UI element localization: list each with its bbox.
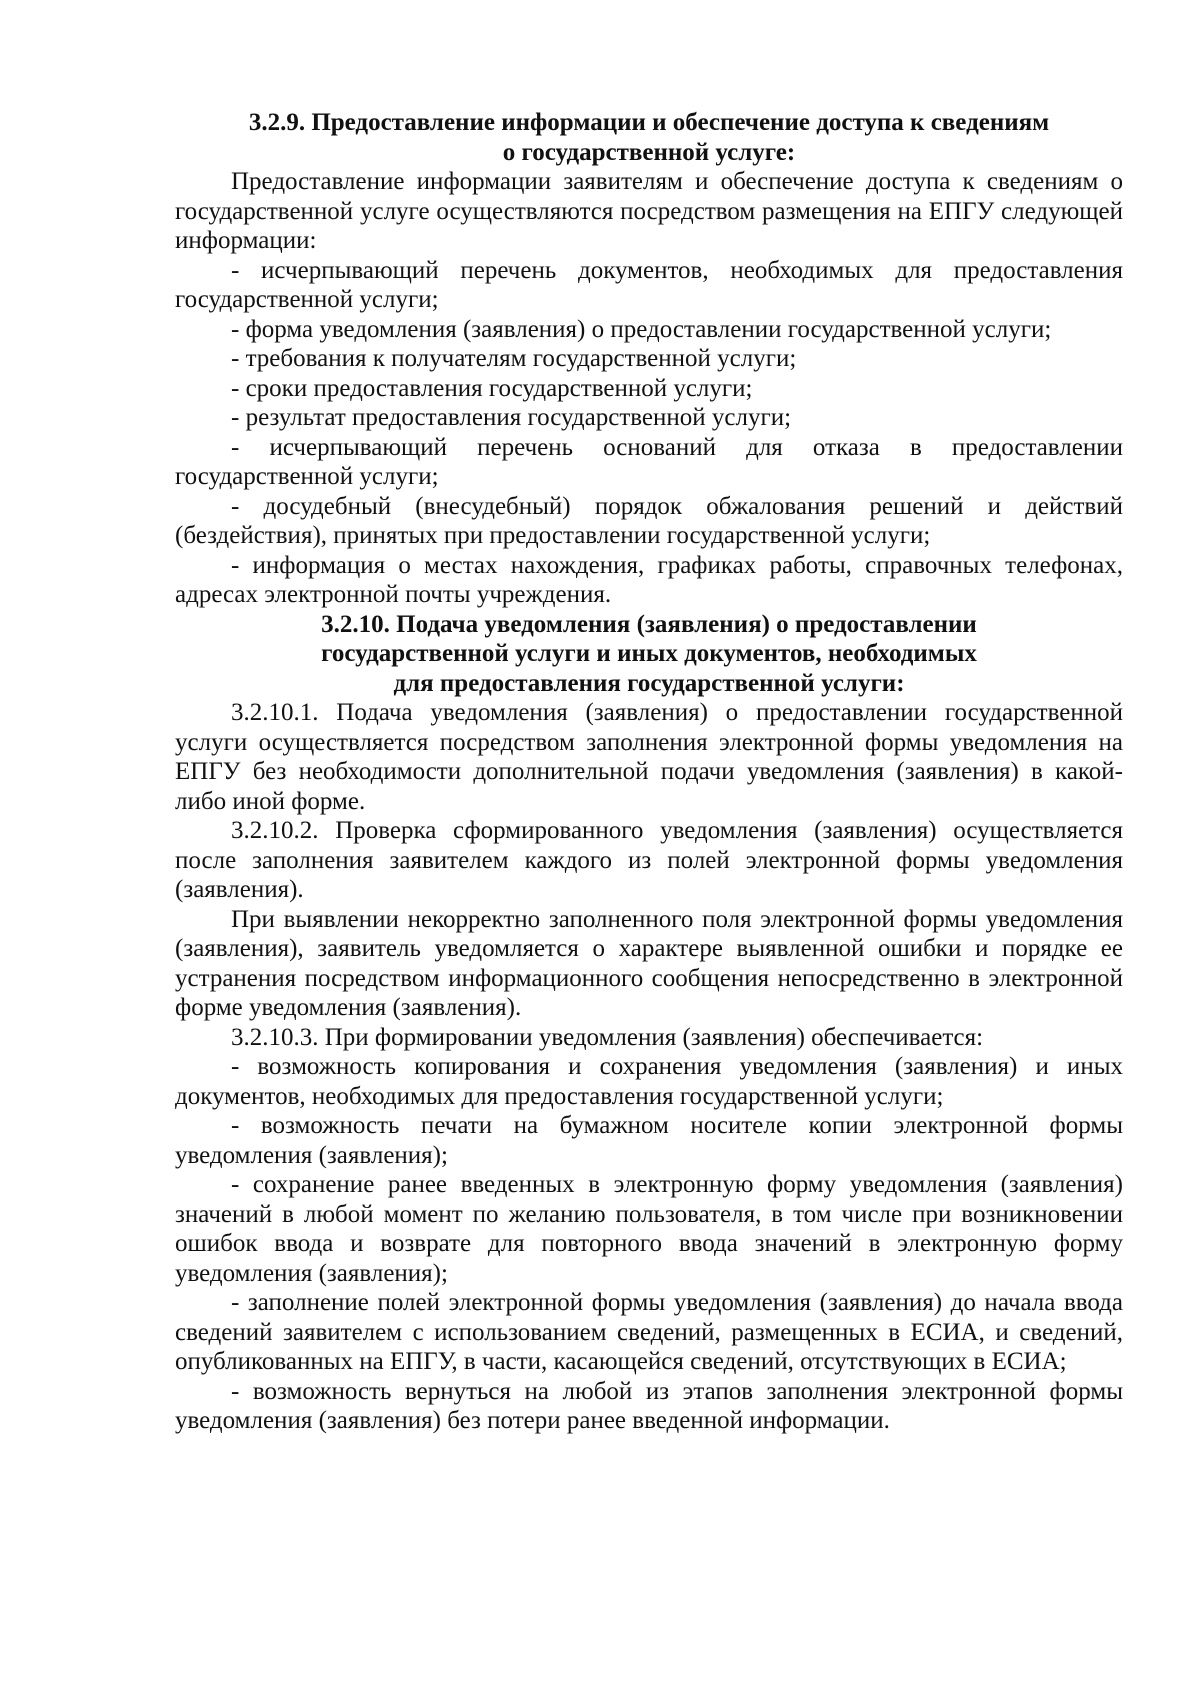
section-3-2-10-heading	[175, 610, 1123, 699]
heading-line: о государственной услуге:	[502, 138, 796, 166]
paragraph: 3.2.10.2. Проверка сформированного уведомления (заявления) осуществляется после заполнения заявителем каждого из полей электронной формы уведомления (заявления).	[175, 817, 1123, 903]
list-item: - заполнение полей электронной формы уведомления (заявления) до начала ввода сведений заявителем с использованием сведений, размещенных в ЕСИА, и сведений, опубликованных на ЕПГУ, в части, касающейся сведений, отсутствующих в ЕСИА;	[175, 1289, 1123, 1375]
list-item: - требования к получателям государственной услуги;	[231, 345, 797, 372]
paragraph: 3.2.10.1. Подача уведомления (заявления) о предоставлении государственной услуги осуществляется посредством заполнения электронной формы уведомления на ЕПГУ без необходимости дополнительной подачи уведомления (заявления) в какой-либо иной форме.	[175, 699, 1123, 815]
list-item: - информация о местах нахождения, графиках работы, справочных телефонах, адресах электронной почты учреждения.	[175, 551, 1123, 608]
list-item: - возможность вернуться на любой из этапов заполнения электронной формы уведомления (заявления) без потери ранее введенной информации.	[175, 1377, 1123, 1434]
list-item: - досудебный (внесудебный) порядок обжалования решений и действий (бездействия), принятых при предоставлении государственной услуги;	[175, 492, 1123, 549]
list-item: - результат предоставления государственной услуги;	[231, 404, 792, 431]
paragraph: Предоставление информации заявителям и обеспечение доступа к сведениям о государственной услуге осуществляются посредством размещения на ЕПГУ следующей информации:	[175, 168, 1123, 254]
list-item: - возможность печати на бумажном носителе копии электронной формы уведомления (заявления);	[175, 1112, 1123, 1169]
list-item: - сохранение ранее введенных в электронную форму уведомления (заявления) значений в любой момент по желанию пользователя, в том числе при возникновении ошибок ввода и возврате для повторного ввода значений в электронную форму уведомления (заявления);	[175, 1171, 1123, 1287]
heading-line: 3.2.9. Предоставление информации и обеспечение доступа к сведениям	[248, 109, 1050, 136]
paragraph: При выявлении некорректно заполненного поля электронной формы уведомления (заявления), заявитель уведомляется о характере выявленной ошибки и порядке ее устранения посредством информационного сообщения непосредственно в электронной форме уведомления (заявления).	[175, 905, 1123, 1021]
heading-line: государственной услуги и иных документов, необходимых	[321, 640, 977, 667]
list-item: - исчерпывающий перечень оснований для отказа в предоставлении государственной услуги;	[175, 433, 1123, 490]
list-item: - форма уведомления (заявления) о предоставлении государственной услуги;	[231, 315, 1052, 343]
section-3-2-9-heading	[175, 108, 1123, 167]
heading-line: для предоставления государственной услуги:	[393, 669, 905, 697]
heading-line: 3.2.10. Подача уведомления (заявления) о предоставлении	[321, 610, 977, 638]
list-item: - исчерпывающий перечень документов, необходимых для предоставления государственной услуги;	[175, 256, 1123, 313]
paragraph: 3.2.10.3. При формировании уведомления (заявления) обеспечивается:	[231, 1023, 984, 1051]
list-item: - возможность копирования и сохранения уведомления (заявления) и иных документов, необходимых для предоставления государственной услуги;	[175, 1053, 1123, 1110]
list-item: - сроки предоставления государственной услуги;	[231, 374, 753, 402]
document-page	[175, 108, 1123, 1436]
